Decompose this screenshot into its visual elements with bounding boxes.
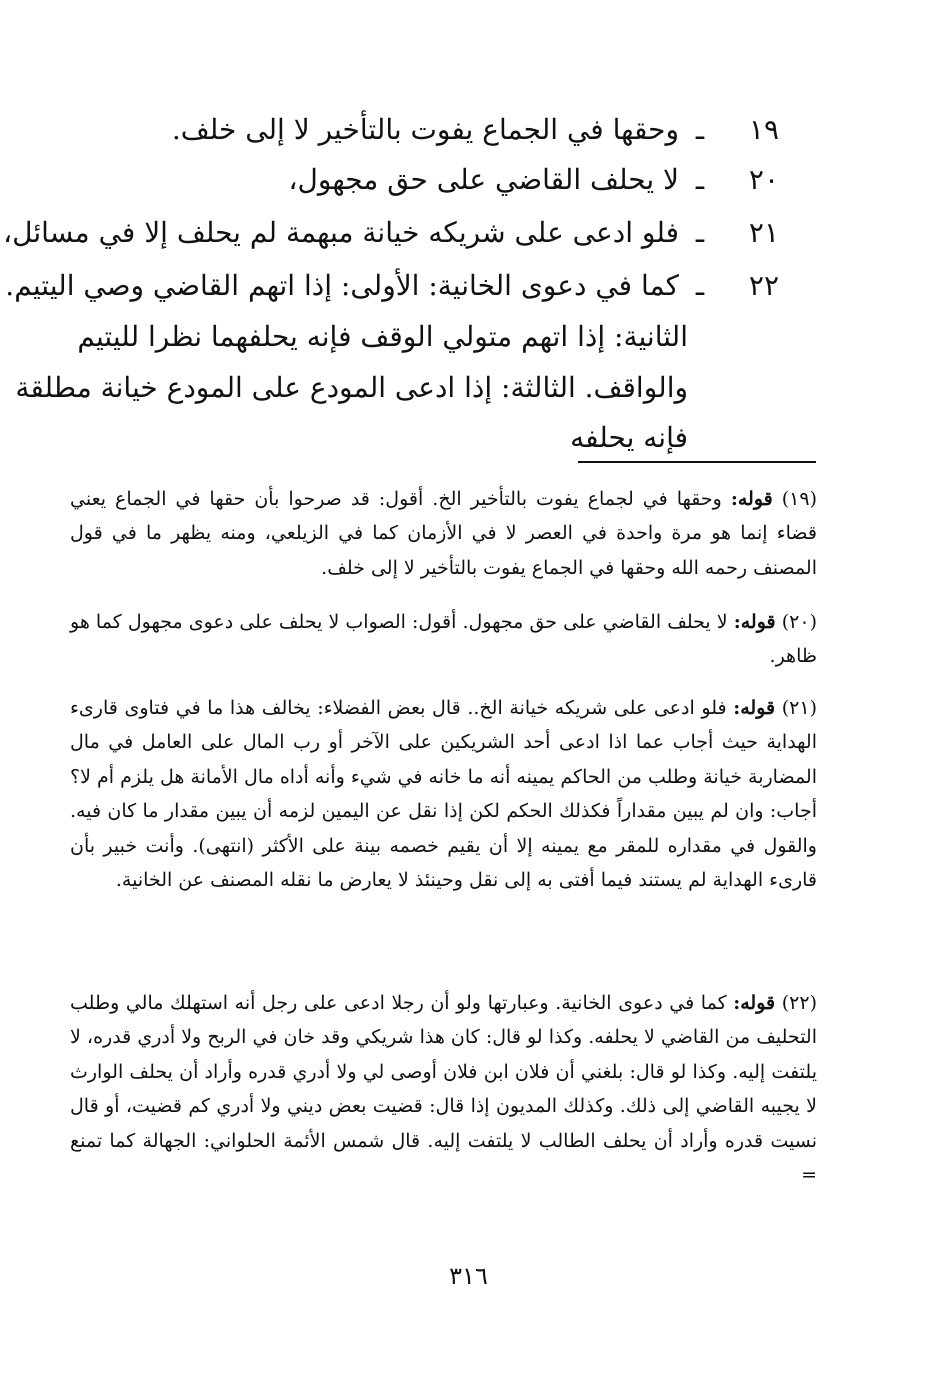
footnote-text: وحقها في لجماع يفوت بالتأخير الخ. أقول: قد صرحوا بأن حقها في الجماع يعني قضاء إنما هو مرة واحدة في العصر لا في الأزمان كما في الزيلعي، ومنه يظهر ما في قول المصنف رحمه الله وحقها في الجماع يفوت بالتأخير لا إلى خلف. (70, 488, 817, 579)
item-number: ٢٢ (748, 269, 779, 302)
item-text: كما في دعوى الخانية: الأولى: إذا اتهم القاضي وصي اليتيم. (5, 269, 679, 302)
item-number: ٢٠ (748, 163, 779, 196)
item-number: ٢١ (748, 216, 779, 249)
footnote-label: قوله: (733, 992, 776, 1014)
item-text: وحقها في الجماع يفوت بالتأخير لا إلى خلف. (171, 113, 679, 146)
item-text: لا يحلف القاضي على حق مجهول، (288, 163, 679, 196)
footnote-number: (٢٢) (781, 992, 817, 1014)
continuation-line: والواقف. الثالثة: إذا ادعى المودع على المودع خيانة مطلقة (15, 371, 688, 404)
footnote-number: (٢١) (781, 697, 818, 719)
footnote-19 (70, 482, 817, 585)
footnote-21 (70, 691, 817, 897)
main-line-21 (3, 211, 779, 255)
footnote-text: فلو ادعى على شريكه خيانة الخ.. قال بعض الفضلاء: يخالف هذا ما في فتاوى قارىء الهداية حيث أجاب عما اذا ادعى أحد الشريكين على الآخر أو رب المال على العامل في مال المضاربة خيانة وطلب من الحاكم يمينه أنه ما خانه في شيء وأنه أداه مال الأمانة هل يلزم أم لا؟ أجاب: وان لم يبين مقداراً فكذلك الحكم لكن إذا نقل عن اليمين لزمه أن يبين مقدار ما كان فيه. والقول في مقداره للمقر مع يمينه إلا أن يقيم خصمه بينة على الأكثر (انتهى). وأنت خبير بأن قارىء الهداية لم يستند فيما أفتى به إلى نقل وحينئذ لا يعارض ما نقله المصنف عن الخانية. (70, 697, 817, 892)
main-line-19 (172, 108, 779, 152)
item-number: ١٩ (748, 113, 779, 146)
footnote-number: (١٩) (781, 488, 817, 510)
main-line-22 (5, 264, 779, 308)
page-number: ٣١٦ (449, 1262, 488, 1290)
continuation-line: فإنه يحلفه (570, 421, 688, 454)
footnote-separator (578, 461, 816, 463)
footnote-text: كما في دعوى الخانية. وعبارتها ولو أن رجلا ادعى على رجل أنه استهلك مالي وطلب التحليف من القاضي لا يحلفه. وكذا لو قال: كان هذا شريكي وقد خان في الربح ولا أدري قدره، لا يلتفت إليه. وكذا لو قال: بلغني أن فلان ابن فلان أوصى لي ولا أدري قدره وأراد أن يحلف الوارث لا يجيبه القاضي إلى ذلك. وكذلك المديون إذا قال: قضيت بعض ديني ولا أدري كم قضيت، أو قال نسيت قدره وأراد أن يحلف الطالب لا يلتفت إليه. قال شمس الأئمة الحلواني: الجهالة كما تمنع = (70, 992, 817, 1187)
footnote-label: قوله: (730, 488, 773, 510)
item-dash: ـ (695, 113, 705, 146)
footnote-label: قوله: (733, 697, 776, 719)
main-line-20 (288, 158, 779, 202)
item-dash: ـ (695, 163, 705, 196)
footnote-20 (70, 605, 817, 674)
footnote-label: قوله: (733, 611, 776, 633)
item-text: فلو ادعى على شريكه خيانة مبهمة لم يحلف إلا في مسائل، (3, 216, 679, 249)
footnote-number: (٢٠) (781, 611, 817, 633)
item-dash: ـ (695, 269, 705, 302)
footnote-text: لا يحلف القاضي على حق مجهول. أقول: الصواب لا يحلف على دعوى مجهول كما هو ظاهر. (70, 611, 817, 668)
item-dash: ـ (695, 216, 705, 249)
continuation-line: الثانية: إذا اتهم متولي الوقف فإنه يحلفهما نظرا لليتيم (77, 320, 688, 353)
footnote-22 (70, 986, 817, 1192)
